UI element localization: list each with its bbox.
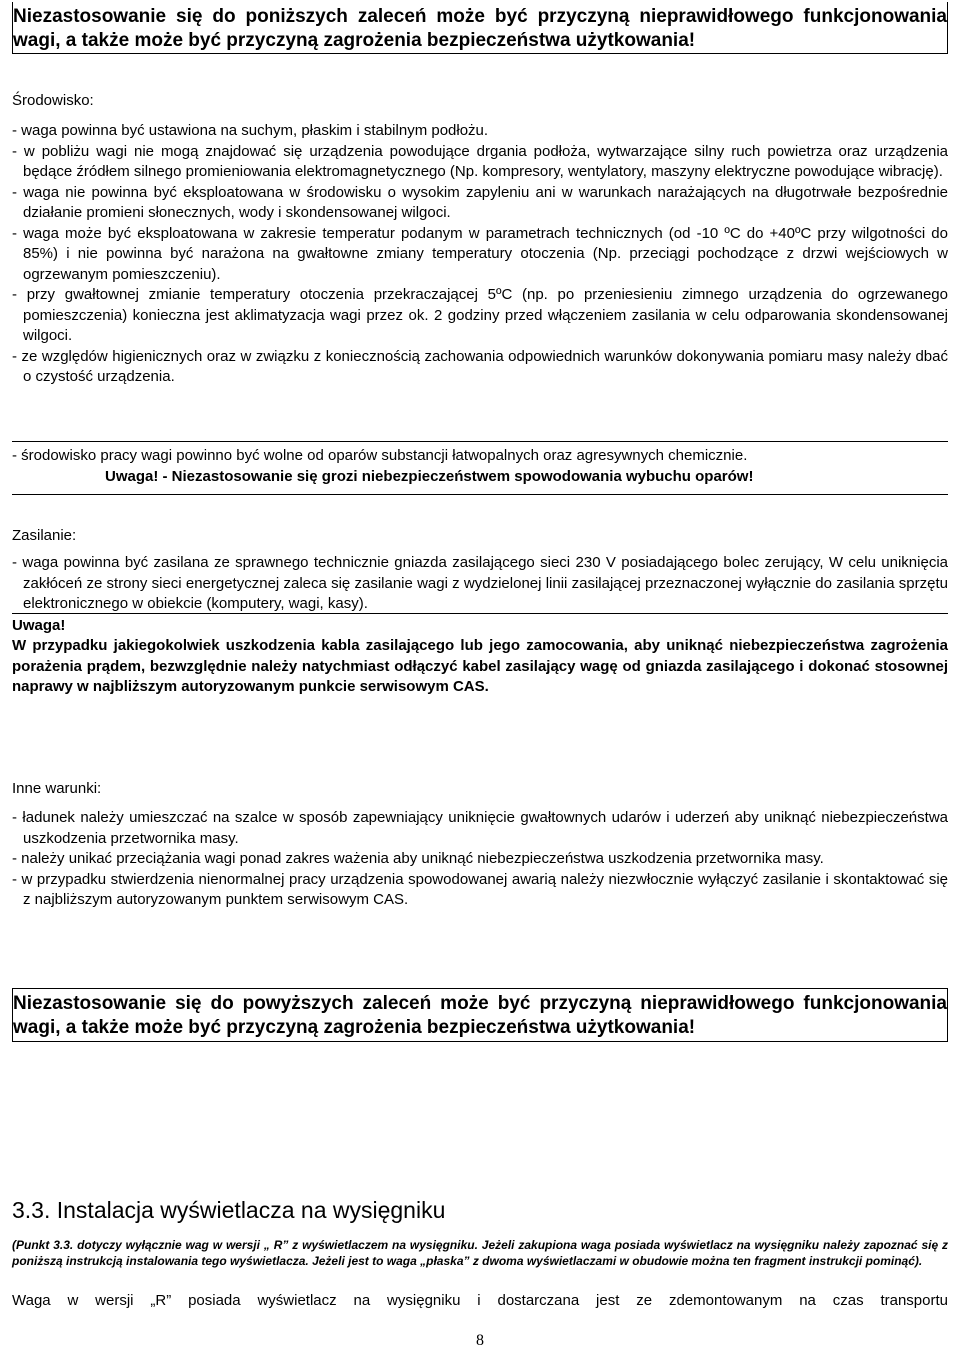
other-heading: Inne warunki: <box>12 780 102 797</box>
section-body: Waga w wersji „R” posiada wyświetlacz na wysięgniku i dostarczana jest ze zdemontowanym na czas transportu <box>12 1292 948 1309</box>
warning-box-top <box>12 2 948 54</box>
chemical-warning-box <box>12 441 948 495</box>
env-item-4: - waga może być eksploatowana w zakresie temperatur podanym w parametrach technicznych (od -10 ºC do +40ºC przy wilgotności do 85%) i nie powinna być narażona na gwałtowne zmiany temperatury otoczenia (Np. przeciągi pochodzące z drzwi wejściowych w ogrzewanym pomieszczeniu). <box>12 224 948 283</box>
env-item-3: - waga nie powinna być eksploatowana w środowisku o wysokim zapyleniu ani w warunkach narażających na długotrwałe bezpośrednie działanie promieni słonecznych, wody i skondensowanej wilgoci. <box>12 183 948 221</box>
power-warning-text: W przypadku jakiegokolwiek uszkodzenia kabla zasilającego lub jego zamocowania, aby uniknąć niebezpieczeństwa zagrożenia porażenia prądem, bezwzględnie należy natychmiast odłączyć kabel zasilający wagę od gniazda zasilającego i dokonać stosownej naprawy w najbliższym autoryzowanym punkcie serwisowym CAS. <box>12 637 948 695</box>
section-title: 3.3. Instalacja wyświetlacza na wysięgniku <box>12 1197 446 1223</box>
env-chem-item: - środowisko pracy wagi powinno być wolne od oparów substancji łatwopalnych oraz agresywnych chemicznie. <box>12 447 748 464</box>
env-item-2: - w pobliżu wagi nie mogą znajdować się urządzenia powodujące drgania podłoża, wytwarzające silny ruch powietrza oraz urządzenia będące źródłem silnego promieniowania elektromagnetycznego (Np. kompresory, wentylatory, maszyny elektryczne powodujące wibrację). <box>12 142 948 180</box>
other-section <box>12 779 948 911</box>
env-item-5: - przy gwałtownej zmianie temperatury otoczenia przekraczającej 5ºC (np. po przeniesieniu zimnego urządzenia do ogrzewanego pomieszczenia) konieczna jest aklimatyzacja wagi przez ok. 2 godziny przed włączeniem zasilania w celu odparowania skondensowanej wilgoci. <box>12 286 948 344</box>
env-item-6: - ze względów higienicznych oraz w związku z koniecznością zachowania odpowiednich warunków dokonywania pomiaru masy należy dbać o czystość urządzenia. <box>12 347 948 385</box>
other-item-2: - należy unikać przeciążania wagi ponad zakres ważenia aby uniknąć niebezpieczeństwa uszkodzenia przetwornika masy. <box>12 850 824 867</box>
environment-heading: Środowisko: <box>12 92 94 109</box>
warning-text-top: Niezastosowanie się do poniższych zaleceń może być przyczyną nieprawidłowego funkcjonowania wagi, a także może być przyczyną zagrożenia bezpieczeństwa użytkowania! <box>13 6 947 51</box>
power-heading: Zasilanie: <box>12 527 77 544</box>
warning-box-mid <box>12 988 948 1042</box>
other-item-3: - w przypadku stwierdzenia nienormalnej pracy urządzenia spowodowanej awarią należy niezwłocznie wyłączyć zasilanie i skontaktować się z najbliższym autoryzowanym punktem serwisowym CAS. <box>12 870 948 908</box>
env-item-1: - waga powinna być ustawiona na suchym, płaskim i stabilnym podłożu. <box>12 122 489 139</box>
section-note: (Punkt 3.3. dotyczy wyłącznie wag w wersji „ R” z wyświetlaczem na wysięgniku. Jeżeli zakupiona waga posiada wyświetlacz na wysięgniku należy zapoznać się z poniższą instrukcją instalowania tego wyświetlacza. Jeżeli jest to waga „płaska” z dwoma wyświetlaczami w obudowie można ten fragment instrukcji pominąć). <box>12 1238 948 1268</box>
power-warning-label: Uwaga! <box>12 617 66 634</box>
warning-text-mid: Niezastosowanie się do powyższych zaleceń może być przyczyną nieprawidłowego funkcjonowania wagi, a także może być przyczyną zagrożenia bezpieczeństwa użytkowania! <box>13 993 947 1038</box>
power-warning <box>12 613 948 746</box>
power-item: - waga powinna być zasilana ze sprawnego technicznie gniazda zasilającego sieci 230 V posiadającego bolec zerujący, W celu uniknięcia zakłóceń ze strony sieci energetycznej zaleca się zasilanie wagi z wydzielonej linii zasilającej przeznaczonej wyłącznie do zasilania sprzętu elektronicznego w obiekcie (komputery, wagi, kasy). <box>12 554 948 612</box>
other-item-1: - ładunek należy umieszczać na szalce w sposób zapewniający uniknięcie gwałtownych udarów i uderzeń aby uniknąć niebezpieczeństwa uszkodzenia przetwornika masy. <box>12 809 948 847</box>
env-chem-warning: Uwaga! - Niezastosowanie się grozi niebezpieczeństwem spowodowania wybuchu oparów! <box>105 467 754 485</box>
power-section <box>12 526 948 615</box>
environment-section <box>12 91 948 388</box>
page-number: 8 <box>476 1332 484 1349</box>
